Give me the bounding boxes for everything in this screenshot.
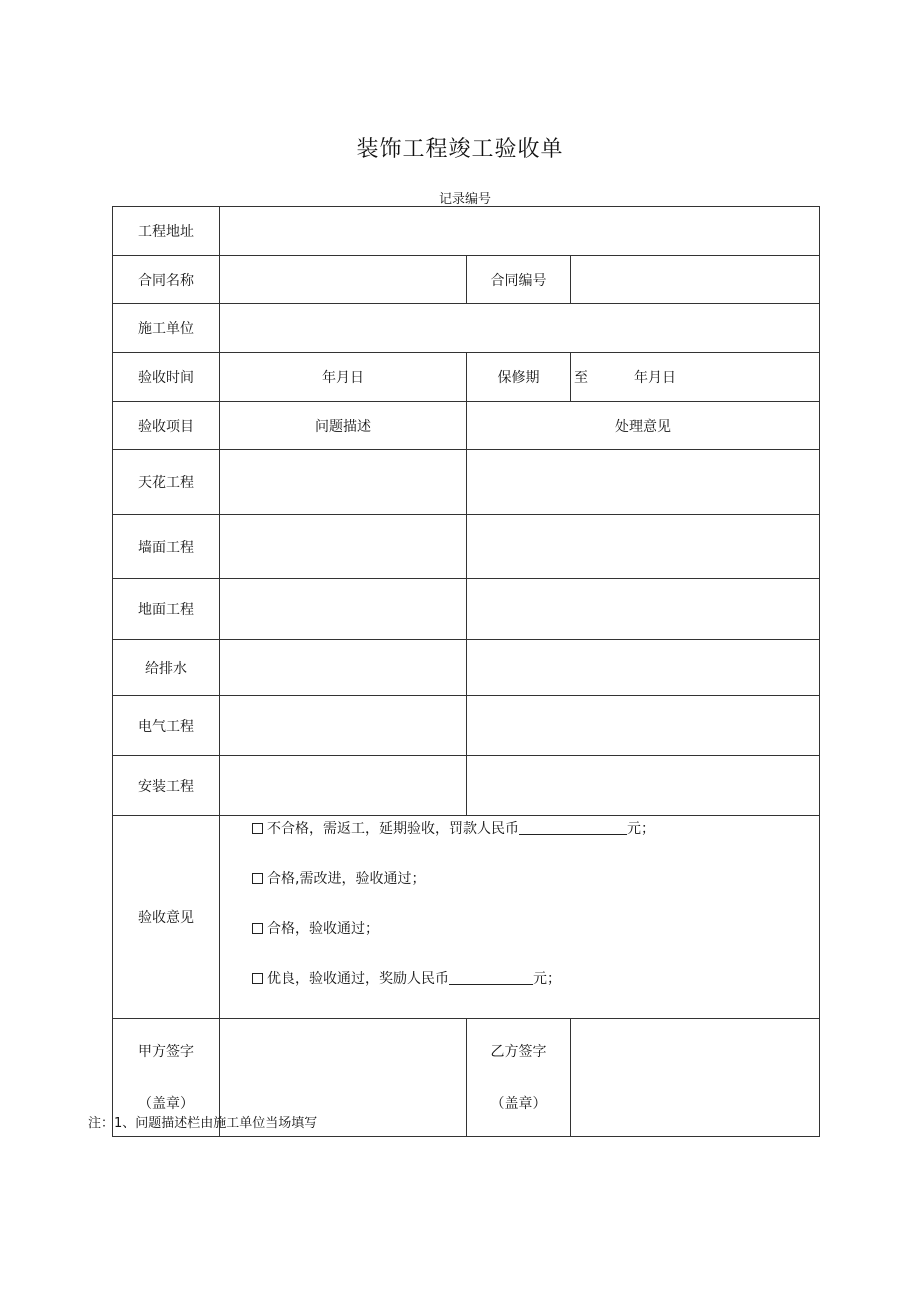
opinion-option-text: 不合格，需返工，延期验收，罚款人民币 xyxy=(267,821,519,837)
checkbox-icon[interactable] xyxy=(252,873,263,884)
record-number-label: 记录编号 xyxy=(438,192,491,207)
warranty-to: 至 xyxy=(574,370,588,386)
item-label-electrical: 电气工程 xyxy=(113,696,220,756)
opinion-option-text: 合格，验收通过； xyxy=(267,921,379,937)
problem-field-plumbing[interactable] xyxy=(220,640,467,696)
handling-field-electrical[interactable] xyxy=(467,696,820,756)
checkbox-icon[interactable] xyxy=(252,973,263,984)
accept-date-field[interactable]: 年月日 xyxy=(220,353,467,402)
handling-header: 处理意见 xyxy=(467,402,820,450)
opinion-option-excellent[interactable] xyxy=(252,968,819,1018)
handling-field-wall[interactable] xyxy=(467,515,820,579)
warranty-label: 保修期 xyxy=(467,353,571,402)
opinion-option-suffix: 元； xyxy=(533,971,561,987)
party-a-seal: （盖章） xyxy=(138,1095,194,1112)
opinion-options xyxy=(220,816,820,1019)
problem-field-floor[interactable] xyxy=(220,579,467,640)
party-b-signature-field[interactable] xyxy=(571,1019,820,1137)
contract-no-field[interactable] xyxy=(571,256,820,304)
page-title: 装饰工程竣工验收单 xyxy=(356,137,564,162)
party-b-signature-label xyxy=(467,1019,571,1137)
opinion-option-improve[interactable] xyxy=(252,868,819,918)
problem-field-electrical[interactable] xyxy=(220,696,467,756)
item-label-ceiling: 天花工程 xyxy=(113,450,220,515)
warranty-date: 年月日 xyxy=(634,370,676,386)
contract-name-label: 合同名称 xyxy=(113,256,220,304)
acceptance-form-table xyxy=(112,206,820,1137)
opinion-option-pass[interactable] xyxy=(252,918,819,968)
handling-field-floor[interactable] xyxy=(467,579,820,640)
party-b-label: 乙方签字 xyxy=(490,1043,547,1060)
opinion-label: 验收意见 xyxy=(113,816,220,1019)
contractor-label: 施工单位 xyxy=(113,304,220,353)
party-a-label: 甲方签字 xyxy=(138,1043,194,1060)
opinion-option-suffix: 元； xyxy=(627,821,655,837)
accept-time-label: 验收时间 xyxy=(113,353,220,402)
item-label-installation: 安装工程 xyxy=(113,756,220,816)
problem-field-wall[interactable] xyxy=(220,515,467,579)
checkbox-icon[interactable] xyxy=(252,923,263,934)
handling-field-installation[interactable] xyxy=(467,756,820,816)
handling-field-ceiling[interactable] xyxy=(467,450,820,515)
checkbox-icon[interactable] xyxy=(252,823,263,834)
warranty-field[interactable] xyxy=(571,353,820,402)
problem-field-ceiling[interactable] xyxy=(220,450,467,515)
opinion-option-text: 优良，验收通过，奖励人民币 xyxy=(267,971,449,987)
amount-blank[interactable] xyxy=(519,820,627,835)
item-label-floor: 地面工程 xyxy=(113,579,220,640)
opinion-option-fail[interactable] xyxy=(252,818,819,868)
handling-field-plumbing[interactable] xyxy=(467,640,820,696)
opinion-option-text: 合格,需改进，验收通过； xyxy=(267,871,426,887)
footnote: 注：1、问题描述栏由施工单位当场填写 xyxy=(88,1116,318,1131)
contract-no-label: 合同编号 xyxy=(467,256,571,304)
party-b-seal: （盖章） xyxy=(490,1095,547,1112)
problem-field-installation[interactable] xyxy=(220,756,467,816)
item-label-wall: 墙面工程 xyxy=(113,515,220,579)
amount-blank[interactable] xyxy=(449,970,533,985)
address-field[interactable] xyxy=(220,207,820,256)
item-header: 验收项目 xyxy=(113,402,220,450)
address-label: 工程地址 xyxy=(113,207,220,256)
contractor-field[interactable] xyxy=(220,304,820,353)
contract-name-field[interactable] xyxy=(220,256,467,304)
item-label-plumbing: 给排水 xyxy=(113,640,220,696)
problem-header: 问题描述 xyxy=(220,402,467,450)
